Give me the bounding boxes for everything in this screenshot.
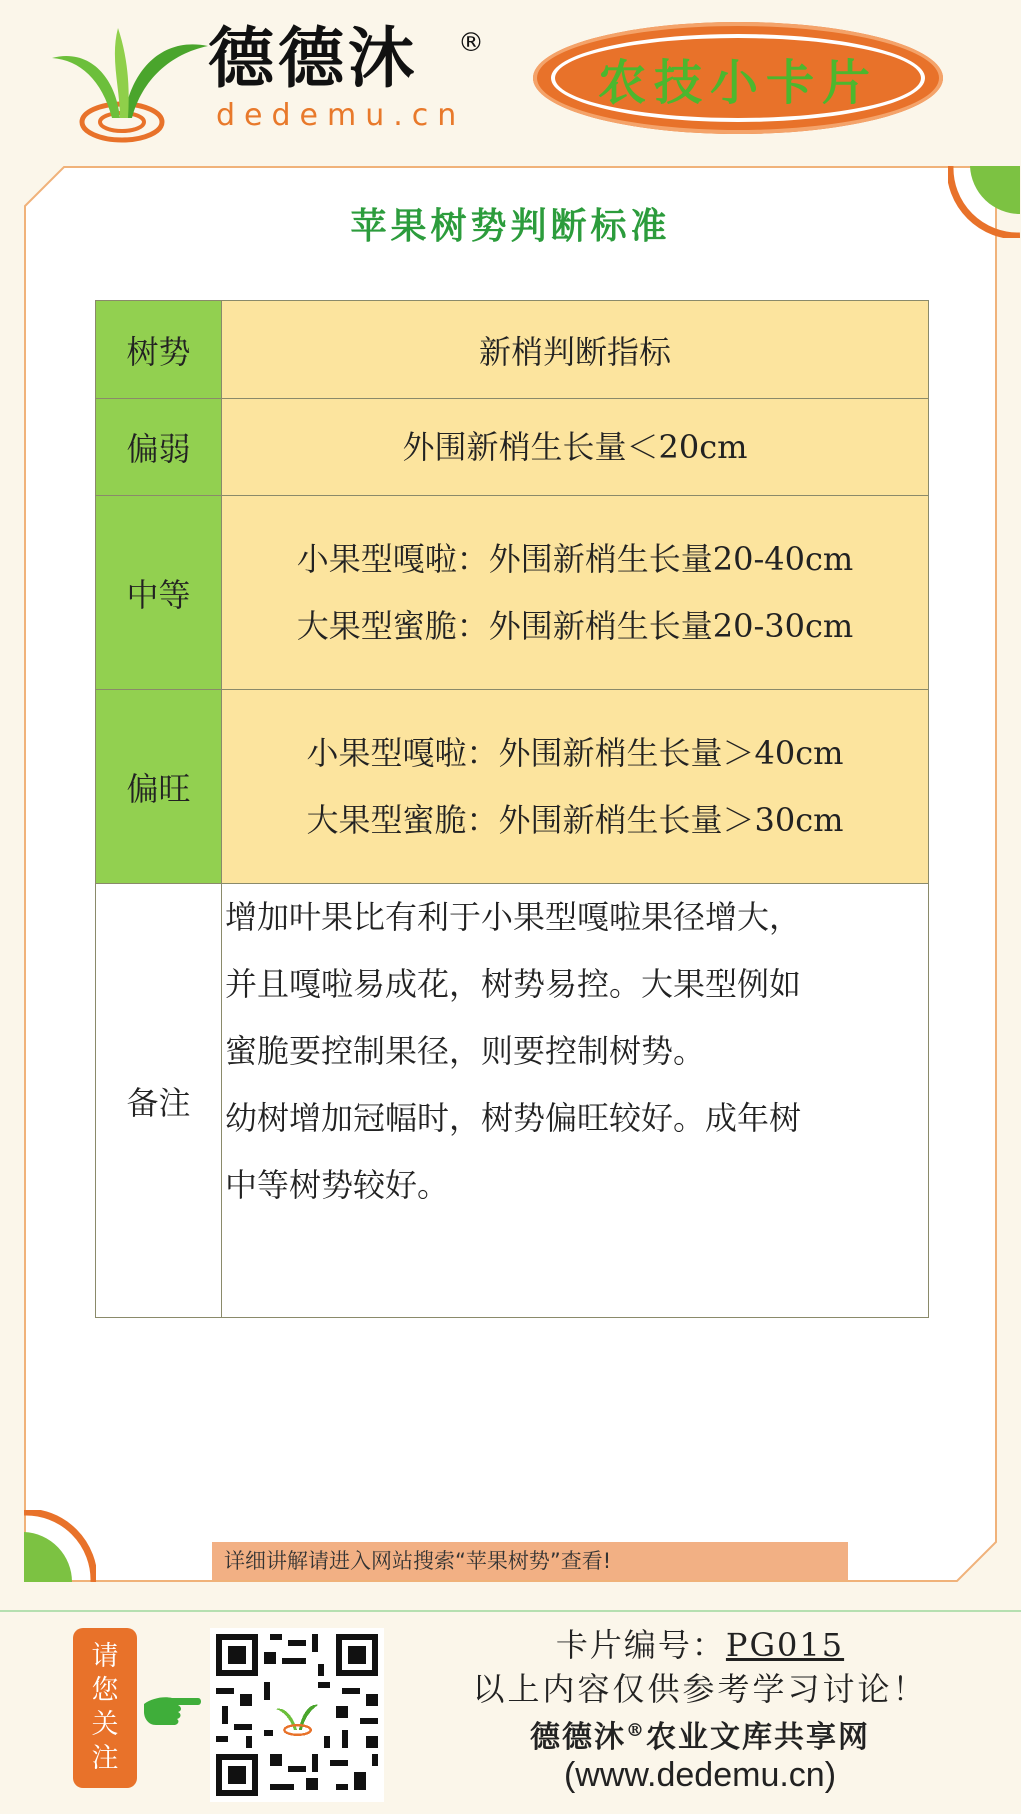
header-value-cell: 新梢判断指标: [222, 301, 929, 399]
header: [0, 0, 1021, 160]
note-line: 并且嘎啦易成花，树势易控。大果型例如: [225, 965, 802, 1003]
brand-name: 德德沐: [208, 19, 418, 97]
corner-decoration-bottom-left: [24, 1510, 96, 1582]
footer-divider: [0, 1610, 1021, 1612]
note-value: [222, 884, 929, 1318]
row-value-line: 外围新梢生长量＜20cm: [402, 427, 748, 466]
follow-char: 关: [91, 1709, 119, 1740]
row-value: [222, 496, 929, 690]
badge-label: 农技小卡片: [551, 34, 925, 122]
search-hint-bar: 详细讲解请进入网站搜索“苹果树势”查看!: [212, 1542, 848, 1580]
note-line: 蜜脆要控制果径，则要控制树势。: [225, 1032, 706, 1070]
qr-code-image[interactable]: [210, 1628, 384, 1802]
table-row-note: [96, 884, 929, 1318]
header-label-cell: 树势: [96, 301, 222, 399]
note-line: 中等树势较好。: [225, 1166, 450, 1204]
card-type-badge: [533, 22, 943, 134]
row-value: [222, 399, 929, 496]
follow-char: 您: [91, 1675, 119, 1706]
network-brand: 德德沐: [530, 1720, 626, 1755]
row-value-line: 大果型蜜脆：外围新梢生长量20-30cm: [296, 606, 854, 645]
network-registered-mark: ®: [626, 1720, 646, 1741]
card-number-value: PG015: [725, 1626, 845, 1664]
table-row-medium: [96, 496, 929, 690]
registered-mark: ®: [458, 28, 484, 58]
row-label: 偏弱: [96, 399, 222, 496]
brand-url: dedemu.cn: [216, 98, 466, 133]
card-number-label: 卡片编号：: [555, 1626, 726, 1664]
network-name: [410, 1712, 990, 1756]
follow-char: 注: [91, 1743, 119, 1774]
row-value-line: 小果型嘎啦：外围新梢生长量＞40cm: [306, 733, 844, 772]
disclaimer: 以上内容仅供参考学习讨论！: [472, 1670, 928, 1708]
follow-us-button[interactable]: [73, 1628, 137, 1788]
note-line: 增加叶果比有利于小果型嘎啦果径增大，: [225, 898, 802, 936]
website-link[interactable]: (www.dedemu.cn): [563, 1756, 837, 1794]
tree-vigor-table: [95, 300, 929, 1318]
table-row-weak: [96, 399, 929, 496]
row-label: 中等: [96, 496, 222, 690]
card-number: [410, 1620, 990, 1666]
row-label: 偏旺: [96, 690, 222, 884]
note-line: 幼树增加冠幅时，树势偏旺较好。成年树: [225, 1099, 802, 1137]
table-header-row: [96, 301, 929, 399]
sprout-logo-icon: [50, 18, 210, 148]
note-label: 备注: [96, 884, 222, 1318]
row-value-line: 小果型嘎啦：外围新梢生长量20-40cm: [296, 539, 854, 578]
table-row-strong: [96, 690, 929, 884]
follow-char: 请: [91, 1641, 119, 1672]
network-suffix: 农业文库共享网: [646, 1720, 870, 1755]
row-value: [222, 690, 929, 884]
pointing-hand-icon: [142, 1690, 202, 1728]
row-value-line: 大果型蜜脆：外围新梢生长量＞30cm: [306, 800, 844, 839]
card-title: 苹果树势判断标准: [350, 205, 671, 247]
